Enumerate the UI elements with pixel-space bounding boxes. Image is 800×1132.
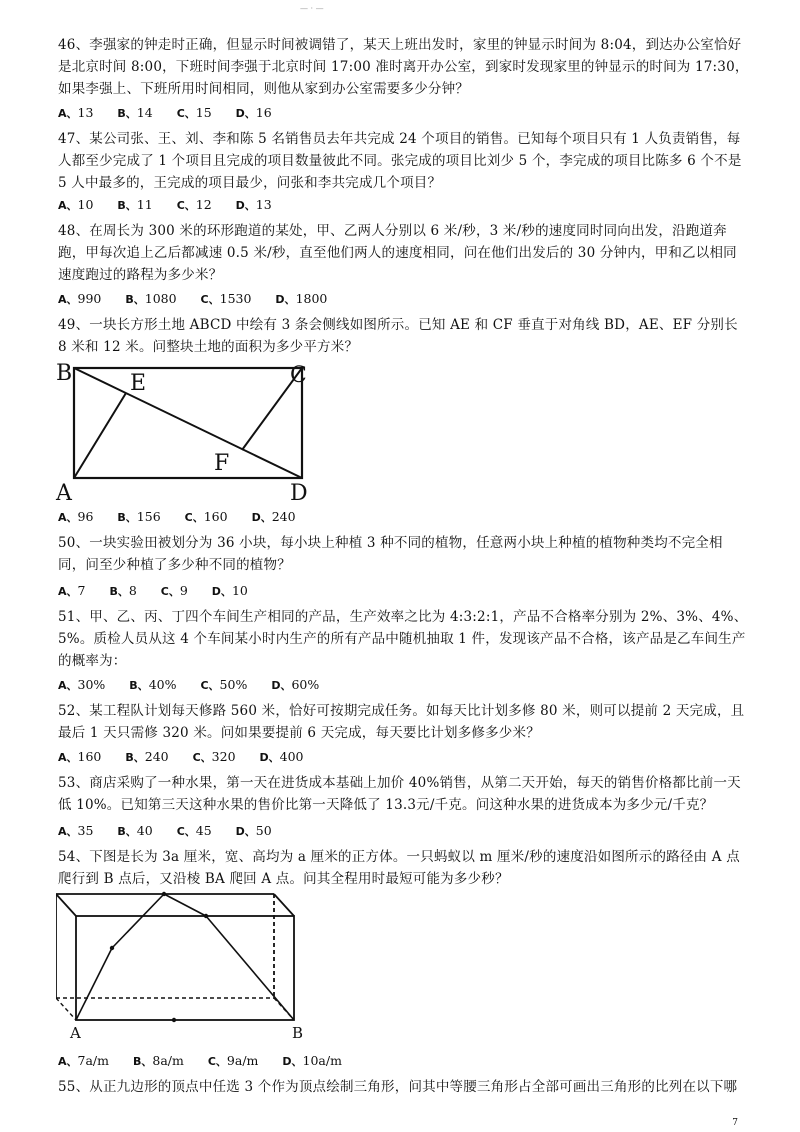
path-segment-4 bbox=[206, 916, 294, 1020]
front-face bbox=[76, 916, 294, 1020]
option-b: B、40 bbox=[117, 823, 153, 838]
label-f: F bbox=[214, 451, 230, 476]
question-49: 49、一块长方形土地 ABCD 中绘有 3 条会侧线如图所示。已知 AE 和 CF 垂直于对角线 BD，AE、EF 分别长 8 米和 12 米。问整块土地的面积为多少平方米？ bbox=[58, 317, 738, 355]
option-d: D、10 bbox=[211, 583, 248, 598]
option-a: A、13 bbox=[58, 105, 94, 120]
label-d: D bbox=[290, 481, 308, 504]
option-c: C、160 bbox=[184, 509, 228, 524]
options-54 bbox=[58, 1052, 362, 1071]
question-54: 54、下图是长为 3a 厘米，宽、高均为 a 厘米的正方体。一只蚂蚁以 m 厘米/秒的速度沿如图所示的路径由 A 点爬行到 B 点后，又沿棱 BA 爬回 A 点。问其全程用时最短可能为多少秒？ bbox=[58, 849, 740, 887]
option-a: A、30% bbox=[58, 677, 106, 692]
options-46 bbox=[58, 104, 292, 123]
question-48: 48、在周长为 300 米的环形跑道的某处，甲、乙两人分别以 6 米/秒，3 米/秒的速度同时同向出发，沿跑道奔跑，甲每次追上乙后都减速 0.5 米/秒，直至他们两人的速度相同，问在他们出发后的 30 分钟内，甲和乙以相同速度跑过的路程为多少米？ bbox=[58, 223, 737, 283]
path-dot-4 bbox=[172, 1018, 176, 1022]
option-c: C、320 bbox=[192, 749, 236, 764]
option-c: C、15 bbox=[176, 105, 212, 120]
path-segment-3 bbox=[164, 894, 206, 916]
option-b: B、8a/m bbox=[132, 1053, 184, 1068]
option-c: C、45 bbox=[176, 823, 212, 838]
question-52: 52、某工程队计划每天修路 560 米，恰好可按期完成任务。如每天比计划多修 80 米，则可以提前 2 天完成，且最后 1 天只需修 320 米。问如果要提前 6 天完成，每天要比计划多修多少米？ bbox=[58, 703, 745, 741]
option-d: D、10a/m bbox=[282, 1053, 342, 1068]
label-b: B bbox=[292, 1024, 304, 1042]
label-e: E bbox=[130, 371, 147, 396]
option-a: A、160 bbox=[58, 749, 102, 764]
rectangle-abcd-figure bbox=[54, 358, 314, 504]
option-c: C、9a/m bbox=[207, 1053, 259, 1068]
edge-top-right bbox=[274, 894, 294, 916]
options-48 bbox=[58, 290, 347, 309]
path-dot-2 bbox=[162, 892, 166, 896]
label-a: A bbox=[70, 1024, 81, 1042]
question-46: 46、李强家的钟走时正确，但显示时间被调错了，某天上班出发时，家里的钟显示时间为 8:04，到达办公室恰好是北京时间 8:00，下班时间李强于北京时间 17:00 准时离开办公室，到家时发现家里的钟显示的时间为 17:30，如果李强上、下班所用时间相同，则他从家到办公室需要多少分钟？ bbox=[58, 37, 749, 97]
segment-ae bbox=[74, 393, 126, 478]
path-dot-1 bbox=[110, 946, 114, 950]
option-d: D、13 bbox=[235, 197, 272, 212]
top-mark: — · — bbox=[300, 4, 324, 13]
question-50: 50、一块实验田被划分为 36 小块，每小块上种植 3 种不同的植物，任意两小块上种植的植物种类均不完全相同，问至少种植了多少种不同的植物？ bbox=[58, 535, 723, 573]
option-b: B、14 bbox=[117, 105, 153, 120]
option-a: A、96 bbox=[58, 509, 94, 524]
path-segment-2 bbox=[112, 894, 164, 948]
cuboid-figure bbox=[56, 886, 316, 1044]
option-a: A、35 bbox=[58, 823, 94, 838]
option-b: B、11 bbox=[117, 197, 153, 212]
label-a: A bbox=[56, 481, 72, 504]
option-b: B、8 bbox=[109, 583, 137, 598]
page-number: 7 bbox=[732, 1118, 738, 1128]
option-c: C、50% bbox=[200, 677, 248, 692]
label-c: C bbox=[290, 363, 307, 388]
option-a: A、10 bbox=[58, 197, 94, 212]
option-d: D、16 bbox=[235, 105, 272, 120]
path-dot-3 bbox=[204, 914, 208, 918]
question-55: 55、从正九边形的顶点中任选 3 个作为顶点绘制三角形，问其中等腰三角形占全部可画出三角形的比列在以下哪 bbox=[58, 1079, 738, 1095]
option-c: C、1530 bbox=[200, 291, 252, 306]
option-d: D、50 bbox=[235, 823, 272, 838]
question-53: 53、商店采购了一种水果，第一天在进货成本基础上加价 40%销售，从第二天开始，每天的销售价格都比前一天低 10%。已知第三天这种水果的售价比第一天降低了 13.3元/千克。问这种水果的进货成本为多少元/千克？ bbox=[58, 775, 741, 813]
options-49 bbox=[58, 508, 316, 527]
edge-bottom-left-hidden bbox=[56, 998, 76, 1020]
question-51: 51、甲、乙、丙、丁四个车间生产相同的产品，生产效率之比为 4:3:2:1，产品不合格率分别为 2%、3%、4%、5%。质检人员从这 4 个车间某小时内生产的所有产品中随机抽取 1 件，发现该产品不合格，该产品是乙车间生产的概率为： bbox=[58, 609, 748, 669]
option-d: D、240 bbox=[251, 509, 296, 524]
option-d: D、1800 bbox=[275, 291, 328, 306]
option-a: A、7 bbox=[58, 583, 86, 598]
path-segment-1 bbox=[76, 948, 112, 1020]
options-50 bbox=[58, 582, 268, 601]
option-c: C、12 bbox=[176, 197, 212, 212]
option-b: B、240 bbox=[125, 749, 169, 764]
options-51 bbox=[58, 676, 339, 695]
option-d: D、400 bbox=[259, 749, 304, 764]
option-d: D、60% bbox=[271, 677, 320, 692]
question-47: 47、某公司张、王、刘、李和陈 5 名销售员去年共完成 24 个项目的销售。已知每个项目只有 1 人负责销售，每人都至少完成了 1 个项目且完成的项目数量彼此不同。张完成的项目比刘少 5 个，李完成的项目比陈多 6 个不是 5 人中最多的，王完成的项目最少，问张和李共完成几个项目？ bbox=[58, 131, 742, 191]
option-b: B、156 bbox=[117, 509, 161, 524]
options-53 bbox=[58, 822, 292, 841]
option-a: A、7a/m bbox=[58, 1053, 109, 1068]
option-b: B、40% bbox=[129, 677, 177, 692]
label-b: B bbox=[56, 361, 73, 386]
edge-top-left bbox=[56, 894, 76, 916]
option-b: B、1080 bbox=[125, 291, 177, 306]
options-52 bbox=[58, 748, 324, 767]
option-a: A、990 bbox=[58, 291, 102, 306]
option-c: C、9 bbox=[160, 583, 188, 598]
options-47 bbox=[58, 196, 292, 215]
